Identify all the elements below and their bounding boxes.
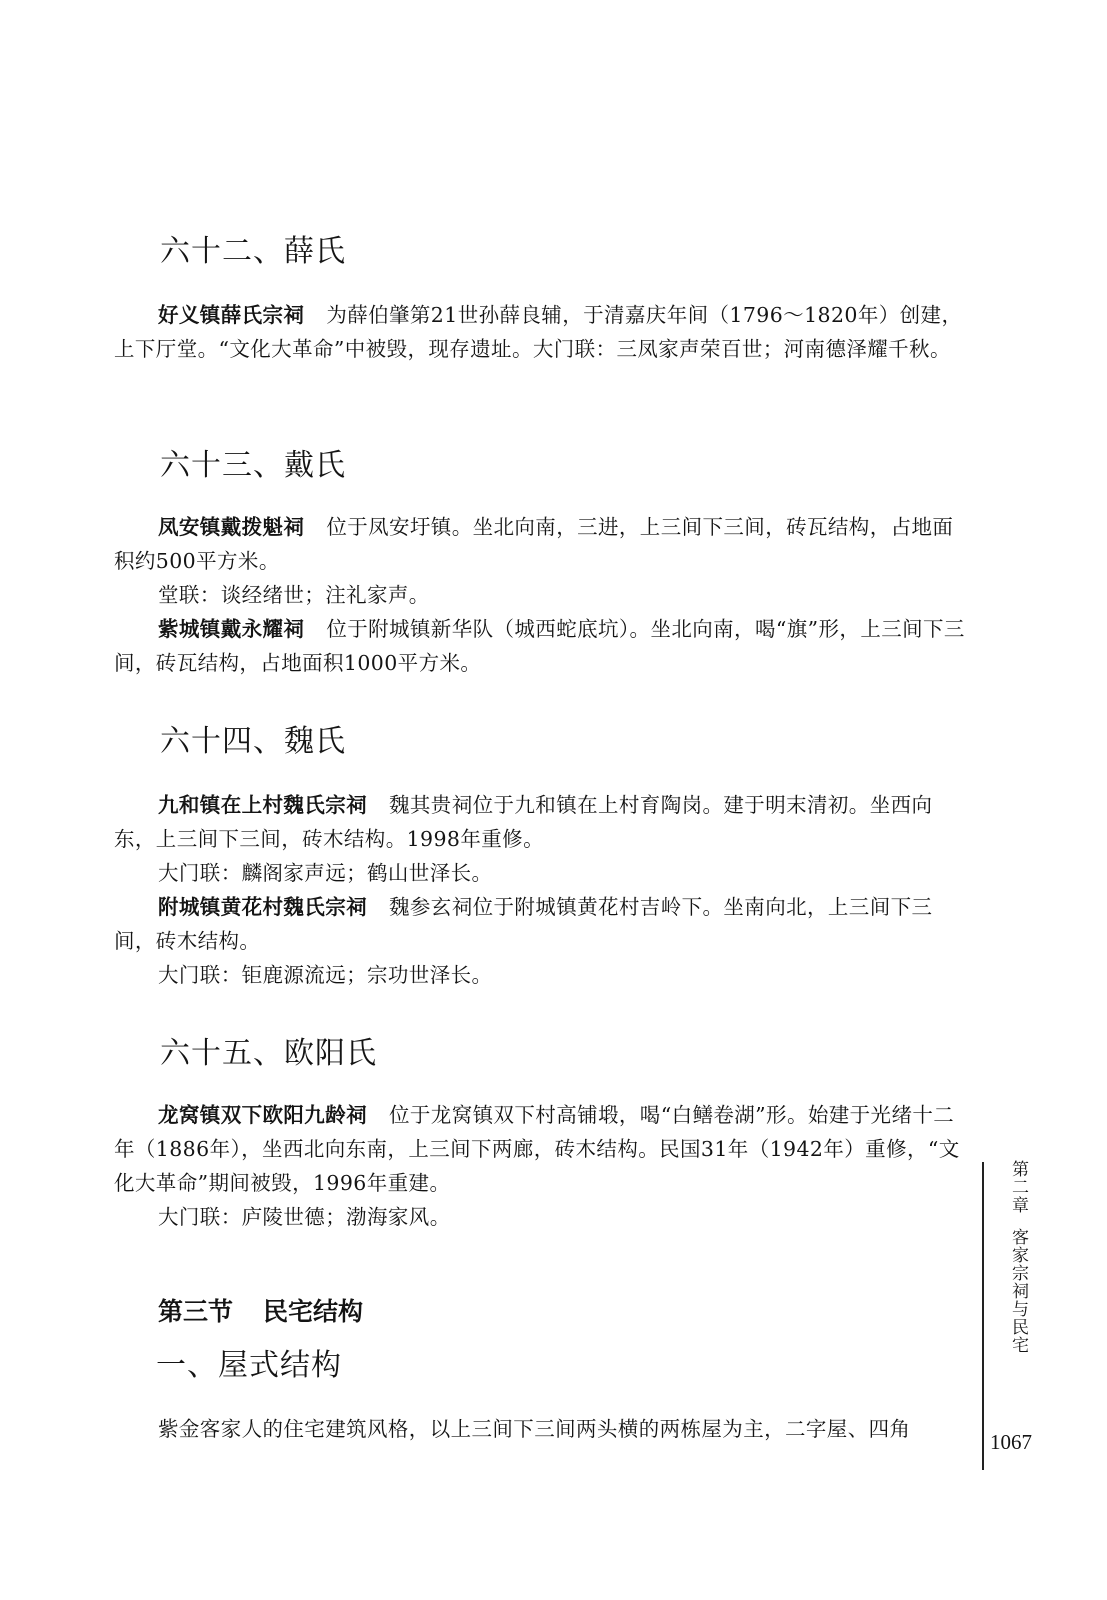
heading-xue-clan: 六十二、薛氏 xyxy=(160,234,346,269)
entry-text: 位于龙窝镇双下村高铺塅，喝“白鳝卷湖”形。始建于光绪十二年（1886年），坐西北向东南，上三间下两廊，砖木结构。民国31年（1942年）重修，“文化大革命”期间被毁，1996年重建。 xyxy=(114,1103,960,1195)
paragraph-house-structure xyxy=(114,1412,970,1446)
heading-ouyang-clan: 六十五、欧阳氏 xyxy=(160,1036,377,1071)
paragraph-ouyang-jiuling-hall xyxy=(114,1098,970,1200)
chapter-title: 客家宗祠与民宅 xyxy=(1008,1228,1028,1354)
entry-name: 龙窝镇双下欧阳九龄祠 xyxy=(158,1103,367,1127)
entry-text: 紫金客家人的住宅建筑风格，以上三间下三间两头横的两栋屋为主，二字屋、四角 xyxy=(158,1417,911,1441)
page-number: 1067 xyxy=(990,1430,1032,1454)
paragraph-wei-huanghua-couplet xyxy=(114,958,970,992)
section-title xyxy=(158,1292,363,1328)
heading-dai-clan: 六十三、戴氏 xyxy=(160,448,346,483)
paragraph-xue-ancestral-hall xyxy=(114,298,970,366)
entry-text: 魏参玄祠位于附城镇黄花村吉岭下。坐南向北，上三间下三间，砖木结构。 xyxy=(114,895,933,953)
entry-text: 魏其贵祠位于九和镇在上村育陶岗。建于明末清初。坐西向东，上三间下三间，砖木结构。1998年重修。 xyxy=(114,793,933,851)
entry-text: 为薛伯肇第21世孙薛良辅，于清嘉庆年间（1796～1820年）创建，上下厅堂。“文化大革命”中被毁，现存遗址。大门联：三凤家声荣百世；河南德泽耀千秋。 xyxy=(114,303,963,361)
entry-text: 大门联：庐陵世德；渤海家风。 xyxy=(158,1205,451,1229)
section-number: 第三节 xyxy=(158,1297,234,1326)
entry-text: 大门联：钜鹿源流远；宗功世泽长。 xyxy=(158,963,493,987)
chapter-label xyxy=(1004,1160,1028,1354)
paragraph-wei-zaishang-couplet xyxy=(114,856,970,890)
entry-text: 位于附城镇新华队（城西蛇底坑）。坐北向南，喝“旗”形，上三间下三间，砖瓦结构，占地面积1000平方米。 xyxy=(114,617,965,675)
paragraph-wei-huanghua-hall xyxy=(114,890,970,958)
chapter-number: 第二章 xyxy=(1008,1160,1028,1214)
section-name: 民宅结构 xyxy=(263,1297,364,1326)
entry-text: 位于凤安圩镇。坐北向南，三进，上三间下三间，砖瓦结构，占地面积约500平方米。 xyxy=(114,515,954,573)
entry-name: 紫城镇戴永耀祠 xyxy=(158,617,305,641)
paragraph-dai-baikui-hall xyxy=(114,510,970,578)
entry-name: 附城镇黄花村魏氏宗祠 xyxy=(158,895,367,919)
heading-wei-clan: 六十四、魏氏 xyxy=(160,724,346,759)
entry-name: 好义镇薛氏宗祠 xyxy=(158,303,305,327)
paragraph-ouyang-couplet xyxy=(114,1200,970,1234)
paragraph-wei-zaishang-hall xyxy=(114,788,970,856)
entry-name: 九和镇在上村魏氏宗祠 xyxy=(158,793,367,817)
entry-text: 大门联：麟阁家声远；鹤山世泽长。 xyxy=(158,861,493,885)
entry-name: 凤安镇戴拨魁祠 xyxy=(158,515,305,539)
paragraph-dai-hall-couplet xyxy=(114,578,970,612)
entry-text: 堂联：谈经绪世；注礼家声。 xyxy=(158,583,430,607)
heading-house-structure: 一、屋式结构 xyxy=(156,1348,342,1383)
sidebar-divider xyxy=(982,1162,984,1470)
paragraph-dai-yongyao-hall xyxy=(114,612,970,680)
